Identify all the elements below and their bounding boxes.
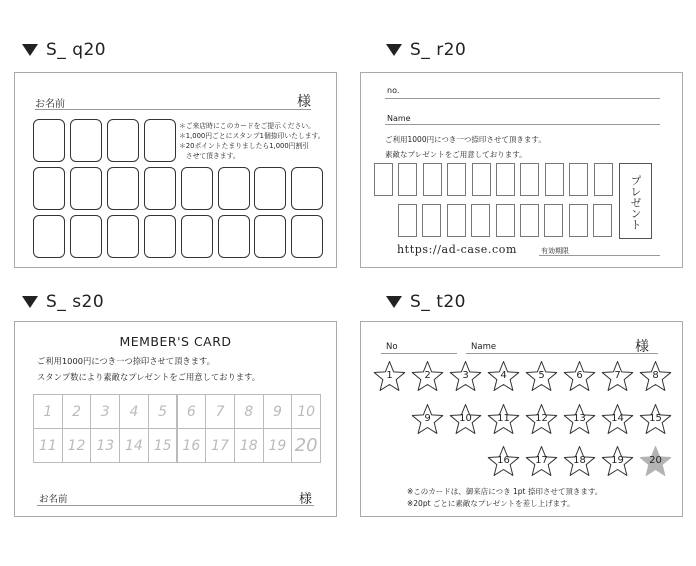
name-label: お名前 <box>39 494 68 505</box>
note-2: ※20pt ごとに素敵なプレゼントを差し上げます。 <box>407 499 575 508</box>
card-s20 <box>14 321 337 517</box>
stamp-box <box>471 204 490 237</box>
heading-q20-label: S_ q20 <box>46 40 107 60</box>
note-line: ＊ご来店時にこのカードをご提示ください。 <box>179 122 315 130</box>
stamp-box <box>374 163 393 196</box>
heading-t20-label: S_ t20 <box>410 292 466 312</box>
star-number: 7 <box>614 370 621 381</box>
stamp-cell: 18 <box>234 428 264 463</box>
stamp-cell: 7 <box>205 394 235 429</box>
stamp-box <box>144 167 176 210</box>
star-number: 9 <box>424 413 431 424</box>
stamp-box <box>70 215 102 258</box>
stamp-box <box>107 119 139 162</box>
star-number: 15 <box>649 413 662 424</box>
stamp-cell: 11 <box>33 428 63 463</box>
star-number: 8 <box>652 370 659 381</box>
star-icon <box>563 445 596 478</box>
name-line <box>466 353 658 354</box>
card-q20 <box>14 72 337 268</box>
stamp-box <box>218 167 250 210</box>
stamp-cell: 2 <box>62 394 92 429</box>
stamp-cell: 12 <box>62 428 92 463</box>
star-icon <box>601 360 634 393</box>
stamp-box <box>423 163 442 196</box>
star-icon <box>563 403 596 436</box>
stamp-cell: 15 <box>148 428 178 463</box>
heading-t20 <box>386 292 466 312</box>
star-number: 3 <box>462 370 469 381</box>
stamp-box <box>144 119 176 162</box>
triangle-down-icon <box>22 296 38 308</box>
notes <box>179 121 325 161</box>
star-icon <box>525 360 558 393</box>
stamp-box <box>496 163 515 196</box>
star-number: 1 <box>386 370 393 381</box>
name-label: お名前 <box>35 99 65 110</box>
triangle-down-icon <box>22 44 38 56</box>
no-line <box>385 98 660 99</box>
star-icon <box>487 403 520 436</box>
stamp-box <box>594 163 613 196</box>
heading-s20 <box>22 292 104 312</box>
heading-s20-label: S_ s20 <box>46 292 105 312</box>
stamp-box <box>472 163 491 196</box>
stamp-cell: 10 <box>291 394 321 429</box>
star-number: 13 <box>573 413 586 424</box>
info-line-2: スタンプ数により素敵なプレゼントをご用意しております。 <box>37 372 261 382</box>
name-label: Name <box>387 114 411 123</box>
stamp-cell: 3 <box>90 394 120 429</box>
star-number: 10 <box>459 413 472 424</box>
no-label: no. <box>387 86 400 95</box>
stamp-box <box>569 204 588 237</box>
star-icon <box>639 360 672 393</box>
stamp-box <box>70 119 102 162</box>
stamp-box <box>520 163 539 196</box>
stamp-box <box>398 204 417 237</box>
stamp-cell: 8 <box>234 394 264 429</box>
heading-r20 <box>386 40 466 60</box>
stamp-cell: 4 <box>119 394 149 429</box>
expiry-line <box>539 255 660 256</box>
name-label: Name <box>471 342 497 352</box>
info-line-1: ご利用1000円につき一つ捺印させて頂きます。 <box>385 135 546 144</box>
stamp-box <box>33 119 65 162</box>
note-1: ※このカードは、御来店につき 1pt 捺印させて頂きます。 <box>407 487 603 496</box>
star-number: 6 <box>576 370 583 381</box>
sama-label: 様 <box>299 492 313 507</box>
sama-label: 様 <box>297 94 311 110</box>
star-icon <box>411 360 444 393</box>
star-number: 2 <box>424 370 431 381</box>
stamp-box <box>291 167 323 210</box>
stamp-cell: 9 <box>263 394 293 429</box>
stamp-box <box>181 167 213 210</box>
star-icon <box>487 445 520 478</box>
stamp-box <box>593 204 612 237</box>
stamp-box <box>422 204 441 237</box>
no-label: No <box>386 342 398 352</box>
stamp-box <box>181 215 213 258</box>
stamp-cell: 1 <box>33 394 63 429</box>
name-line <box>37 505 314 506</box>
stamp-box <box>291 215 323 258</box>
star-icon <box>411 403 444 436</box>
expiry-label: 有効期限 <box>541 247 569 255</box>
card-title: MEMBER'S CARD <box>119 334 232 349</box>
stamp-box <box>520 204 539 237</box>
stamp-box <box>33 215 65 258</box>
stamp-box <box>218 215 250 258</box>
stamp-cell: 14 <box>119 428 149 463</box>
info-line-2: 素敵なプレゼントをご用意しております。 <box>385 150 527 159</box>
stamp-box <box>398 163 417 196</box>
card-r20 <box>360 72 683 268</box>
stamp-box <box>569 163 588 196</box>
no-line <box>381 353 457 354</box>
star-number: 17 <box>535 455 548 466</box>
stamp-box <box>496 204 515 237</box>
stamp-box <box>447 163 466 196</box>
stamp-box <box>107 167 139 210</box>
name-line <box>385 124 660 125</box>
stamp-cell: 5 <box>148 394 178 429</box>
star-number: 12 <box>535 413 548 424</box>
star-icon <box>601 403 634 436</box>
note-line: させて頂きます。 <box>179 152 240 160</box>
star-number: 19 <box>611 455 624 466</box>
star-icon <box>487 360 520 393</box>
star-icon <box>373 360 406 393</box>
stamp-box <box>70 167 102 210</box>
stamp-box <box>447 204 466 237</box>
triangle-down-icon <box>386 296 402 308</box>
star-icon-filled <box>639 445 672 478</box>
present-box <box>619 163 652 239</box>
heading-r20-label: S_ r20 <box>410 40 467 60</box>
stamp-box <box>545 163 564 196</box>
present-label: プレゼント <box>629 174 642 230</box>
stamp-cell: 16 <box>177 428 207 463</box>
stamp-cell: 19 <box>263 428 293 463</box>
star-number: 5 <box>538 370 545 381</box>
triangle-down-icon <box>386 44 402 56</box>
star-icon <box>525 403 558 436</box>
note-line: ＊20ポイントたまりましたら1,000円割引 <box>179 142 310 150</box>
star-number: 14 <box>611 413 624 424</box>
heading-q20 <box>22 40 106 60</box>
name-line <box>35 109 311 110</box>
star-icon <box>639 403 672 436</box>
note-line: ＊1,000円ごとにスタンプ1個捺印いたします。 <box>179 132 325 140</box>
stamp-cell: 20 <box>291 428 321 463</box>
star-icon <box>601 445 634 478</box>
star-icon <box>449 403 482 436</box>
stamp-box <box>144 215 176 258</box>
star-icon <box>449 360 482 393</box>
star-number: 18 <box>573 455 586 466</box>
stamp-cell: 6 <box>177 394 207 429</box>
stamp-box <box>107 215 139 258</box>
stamp-box <box>254 215 286 258</box>
star-number: 4 <box>500 370 507 381</box>
sama-label: 様 <box>635 339 649 355</box>
star-icon <box>525 445 558 478</box>
card-t20 <box>360 321 683 517</box>
star-icon <box>563 360 596 393</box>
stamp-box <box>33 167 65 210</box>
stamp-cell: 17 <box>205 428 235 463</box>
info-line-1: ご利用1000円につき一つ捺印させて頂きます。 <box>37 356 215 366</box>
stamp-box <box>254 167 286 210</box>
stamp-box <box>544 204 563 237</box>
star-number: 16 <box>497 455 510 466</box>
url-text: https://ad-case.com <box>397 243 518 256</box>
stamp-cell: 13 <box>90 428 120 463</box>
star-number: 20 <box>649 455 662 466</box>
star-number: 11 <box>497 413 510 424</box>
